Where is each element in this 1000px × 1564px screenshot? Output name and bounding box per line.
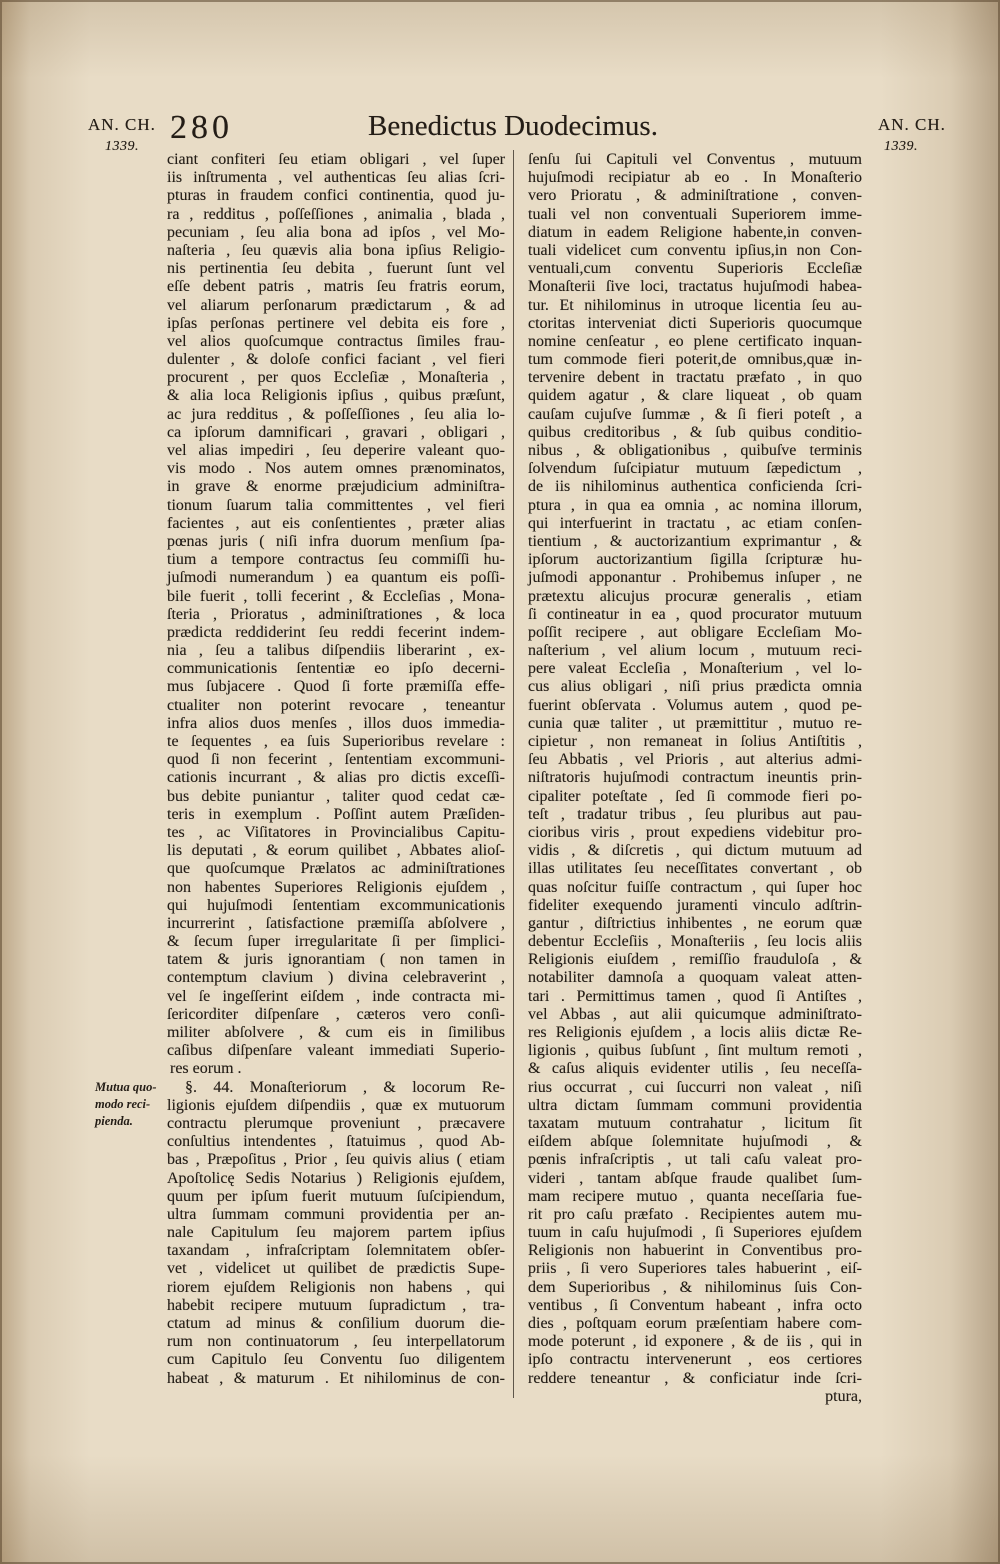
left-column-line: incurrerint , ſatisfactione præmiſſa abſolvere , <box>167 914 505 932</box>
right-column-line: mode poterunt , id exponere , & de iis , qui in <box>528 1333 862 1351</box>
right-column-line: cus alius obligari , niſi prius prædicta omnia <box>528 678 862 696</box>
left-column-line: facientes , aut eis conſentientes , præter alias <box>167 514 505 532</box>
left-column-line: nia , ſeu a talibus diſpendiis liberarint , ex- <box>167 642 505 660</box>
left-column-line: te ſequentes , ea ſuis Superioribus revelare : <box>167 733 505 750</box>
left-column-line: quod ſi non fecerint , ſententiam excommuni- <box>167 751 505 769</box>
right-column-line: cauſam cujuſve ſummæ , & ſi fieri poteſt , a <box>528 405 862 423</box>
page-number: 280 <box>170 109 233 146</box>
column-divider-rule <box>513 150 514 1398</box>
left-column-line: tes , ac Viſitatores in Provincialibus Capitu- <box>167 823 505 841</box>
right-column-line: quidem agatur , & clare liqueat , ob quam <box>528 387 862 405</box>
right-column-line: ptura , in qua ea omnia , ac nomina illorum, <box>528 496 862 514</box>
right-column-line: cunia quæ taliter , ut præmittitur , mutuo re- <box>528 714 862 732</box>
left-column-line: eſſe debent patris , matris ſeu fratris eorum, <box>167 278 505 296</box>
right-text-column <box>528 151 862 1406</box>
left-text-column <box>167 151 505 1388</box>
left-column-line: quum per ipſum fuerit mutuum ſuſcipiendum, <box>167 1187 505 1205</box>
left-column-line: res eorum . <box>170 1060 242 1078</box>
left-column-line: in grave & enorme præjudicium adminiſtra- <box>167 478 505 496</box>
right-column-line: tientium , & auctorizantium exprimantur , & <box>528 532 862 550</box>
right-column-line: gantur , diſtrictius inhibentes , ne eorum quæ <box>528 914 862 932</box>
left-column-line: ſteria , Prioratus , adminiſtrationes , & loca <box>167 605 505 623</box>
right-column-line: videri , tantam abſque fraude qualibet ſum- <box>528 1169 862 1187</box>
running-head-year-right: 1339. <box>884 139 918 154</box>
right-column-line: tuum in caſu hujuſmodi , ſi Superiores ejuſdem <box>528 1224 862 1242</box>
margin-note-line: Mutua quo- <box>95 1080 157 1094</box>
left-column-line: ligionis ejuſdem diſpendiis , quæ ex mutuorum <box>167 1096 505 1114</box>
left-column-line: communicationis ſententiæ eo ipſo decerni- <box>167 660 505 678</box>
right-column-line: diatum in eadem Religione habente,in conven- <box>528 223 862 241</box>
left-column-line: juſmodi numerandum ) ea quantum eis poſſi- <box>167 569 505 587</box>
right-column-line: ventibus , ſi Conventum habeant , infra octo <box>528 1296 862 1314</box>
left-column-line: caſibus diſpenſare valeant immediati Superio- <box>167 1042 505 1060</box>
right-column-line: rit pro caſu præfato . Recipientes autem mu- <box>528 1205 862 1223</box>
left-column-line: tium a tempore contractus ſeu commiſſi hu- <box>167 551 505 569</box>
right-column-line: ſeu Abbatis , vel Prioris , aut alterius admi- <box>528 751 862 769</box>
right-column-line: fuerint obſervata . Volumus autem , quod pe- <box>528 696 862 714</box>
left-column-line: ctatum ad minus & conſilium duorum die- <box>167 1315 505 1332</box>
left-column-line: prædicta reddiderint ſeu reddi fecerint indem- <box>167 623 505 641</box>
left-column-line: ipſas perſonas pertinere vel debita eis fore , <box>167 314 505 332</box>
margin-note <box>95 1079 167 1130</box>
right-column-line: pere valeat Eccleſia , Monaſterium , vel lo- <box>528 660 862 678</box>
left-column-line: riorem ejuſdem Religionis non habens , qui <box>167 1278 505 1296</box>
left-column-line: vel alios quoſcumque contractus ſimiles frau- <box>167 332 505 350</box>
right-column-line: eiſdem abſque ſolemnitate hujuſmodi , & <box>528 1133 862 1151</box>
margin-note-line: pienda. <box>95 1114 133 1128</box>
right-column-line: tuali videlicet cum conventu ipſius,in non Con- <box>528 241 862 259</box>
right-column-line: dem Superioribus , & nihilominus ſuis Con- <box>528 1278 862 1296</box>
left-column-line: vet , videlicet ut quilibet de prædictis Supe- <box>167 1260 505 1278</box>
right-column-line: Monaſterii ſive loci, tractatus hujuſmodi habea- <box>528 278 862 296</box>
right-column-line: ventuali,cum conventu Superioris Eccleſiæ <box>528 260 862 278</box>
right-column-line: poſſit recipere , aut obligare Eccleſiam Mo- <box>528 623 862 641</box>
right-column-line: cipaliter poteſtate , ſed ſi commode fieri po- <box>528 787 862 805</box>
right-column-line: rius occurrat , cui ſuccurri non valeat , niſi <box>528 1078 862 1096</box>
left-column-line: pturas in fraudem confici continentia, quod ju- <box>167 187 505 205</box>
left-column-line: bile fuerit , tolli fecerint , & Eccleſias , Mona- <box>167 587 505 605</box>
left-column-line: ſericorditer diſpenſare , cæteros vero conſi- <box>167 1005 505 1023</box>
left-column-line: taxandam , infraſcriptam ſolemnitatem obſer- <box>167 1242 505 1260</box>
right-column-line: vero Prioratu , & adminiſtratione , conven- <box>528 187 862 205</box>
right-column-line: ultra dictam ſummam communi providentia <box>528 1096 862 1114</box>
running-title: Benedictus Duodecimus. <box>368 110 658 142</box>
left-column-line: infra alios duos menſes , illos duos immedia- <box>167 714 505 732</box>
right-column-line: teſt , tradatur tribus , ſeu pluribus aut pau- <box>528 805 862 823</box>
margin-note-line: modo reci- <box>95 1097 151 1111</box>
left-column-line: procurent , per quos Eccleſiæ , Monaſteria , <box>167 369 505 387</box>
left-column-line: §. 44. Monaſteriorum , & locorum Re- <box>185 1078 505 1096</box>
right-column-line: tervenire debent in tractatu præfato , in quo <box>528 369 862 387</box>
right-column-line: cioribus viris , prout expediens videbitur pro- <box>528 823 862 841</box>
right-column-line: mam recipere mutuo , quanta neceſſaria fue- <box>528 1187 862 1205</box>
left-column-line: ca ipſorum damnificari , gravari , obligari , <box>167 423 505 441</box>
left-column-line: militer abſolvere , & cum eis in ſimilibus <box>167 1024 505 1041</box>
left-column-line: mus ſubjacere . Quod ſi forte præmiſſa effe- <box>167 678 505 696</box>
left-column-line: naſteria , ſeu quævis alia bona ipſius Religio- <box>167 241 505 259</box>
right-column-line: cipietur , non remaneat in ſolius Antiſtitis , <box>528 733 862 750</box>
left-column-line: ctualiter non poterint revocare , teneantur <box>167 696 505 714</box>
right-column-line: ctoritas interveniat dicti Superioris quocumque <box>528 314 862 332</box>
left-column-line: dulenter , & doloſe confici faciant , vel fieri <box>167 351 505 369</box>
left-column-line: cum Capitulo ſeu Conventu ſuo diligentem <box>167 1351 505 1369</box>
left-column-line: pecuniam , ſeu alia bona ad ipſos , vel Mo- <box>167 223 505 241</box>
right-column-line: de iis nihilominus authentica conficienda ſcri- <box>528 478 862 496</box>
left-column-line: vel alias impediri , ſeu deperire valeant quo- <box>167 442 505 459</box>
left-column-line: cationis incurrant , & alias pro dictis exceſſi- <box>167 769 505 787</box>
left-column-line: habeat , & maturum . Et nihilominus de con- <box>167 1369 505 1387</box>
right-column-line: qui interfuerint in tractatu , ac etiam conſen- <box>528 514 862 532</box>
left-column-line: Apoſtolicę Sedis Notarius ) Religionis ejuſdem, <box>167 1169 505 1187</box>
left-column-line: ra , redditus , poſſeſſiones , animalia , blada , <box>167 205 505 223</box>
left-column-line: conſultius intendentes , ſtatuimus , quod Ab- <box>167 1133 505 1151</box>
right-column-line: ſolvendum ſuſcipiatur mutuum ſæpedictum , <box>528 460 862 478</box>
right-column-line: res Religionis ejuſdem , a locis aliis dictæ Re- <box>528 1024 862 1041</box>
right-column-line: hujuſmodi recipiatur ab eo . In Monaſterio <box>528 169 862 187</box>
left-column-line: ciant confiteri ſeu etiam obligari , vel ſuper <box>167 151 505 168</box>
right-column-line: tum commode fieri poterit,de omnibus,quæ in- <box>528 351 862 369</box>
right-column-line: quas noſcitur fuiſſe contractum , qui ſuper hoc <box>528 878 862 896</box>
right-column-line: vel Abbas , aut alii quicumque adminiſtrato- <box>528 1005 862 1023</box>
left-column-line: iis inſtrumenta , vel authenticas ſeu alias ſcri- <box>167 169 505 187</box>
right-column-line: tur. Et nihilominus in utroque licentia ſeu au- <box>528 296 862 314</box>
right-column-line: nibus , & obligationibus , quibuſve terminis <box>528 442 862 459</box>
right-column-line: naſterium , vel alium locum , mutuum reci- <box>528 642 862 660</box>
right-column-line: taxatam mutuum contrahatur , licitum ſit <box>528 1114 862 1132</box>
left-column-line: nale Capitulum ſeu majorem partem ipſius <box>167 1224 505 1242</box>
left-column-line: habebit recipere mutuum ſupradictum , tra- <box>167 1296 505 1314</box>
right-column-line: priis , ſi vero Superiores tales habuerint , eiſ- <box>528 1260 862 1278</box>
left-column-line: & alia loca Religionis ipſius , quibus præſunt, <box>167 387 505 405</box>
right-column-line: ptura, <box>825 1387 862 1405</box>
right-column-line: quibus creditoribus , & ſub quibus conditio- <box>528 423 862 441</box>
right-column-line: ipſo contractu intervenerunt , eos certiores <box>528 1351 862 1369</box>
running-head-year-left: 1339. <box>105 139 139 154</box>
left-column-line: non habentes Superiores Religionis ejuſdem , <box>167 878 505 896</box>
left-column-line: que quoſcumque Prælatos ac adminiſtrationes <box>167 860 505 878</box>
right-column-line: notabiliter damnoſa a quoquam valeat atten- <box>528 969 862 987</box>
right-column-line: tuali vel non conventuali Superiorem imme- <box>528 205 862 223</box>
right-column-line: illas utilitates ſeu neceſſitates convertant , ob <box>528 860 862 878</box>
right-column-line: ſi contineatur in ea , quod procurator mutuum <box>528 605 862 623</box>
right-column-line: niſtratoris hujuſmodi contractum ineuntis prin- <box>528 769 862 787</box>
left-column-line: rum non continuatorum , ſeu interpellatorum <box>167 1333 505 1351</box>
left-column-line: & ſecum ſuper irregularitate ſi per ſimplici- <box>167 933 505 951</box>
right-column-line: Religionis non habuerint in Conventibus pro- <box>528 1242 862 1260</box>
right-column-line: fideliter exequendo juramenti vinculo adſtrin- <box>528 896 862 914</box>
left-column-line: contemptum clavium ) divina celebraverint , <box>167 969 505 987</box>
left-column-line: vis modo . Nos autem omnes prænominatos, <box>167 460 505 478</box>
left-column-line: vel aliarum perſonarum prædictarum , & ad <box>167 296 505 314</box>
running-head-year-label-left: AN. CH. <box>88 115 156 134</box>
right-column-line: ipſorum auctorizantium ſigilla ſcripturæ hu- <box>528 551 862 569</box>
left-column-line: vel ſe ingeſſerint eiſdem , inde contracta mi- <box>167 987 505 1005</box>
left-column-line: bas , Præpoſitus , Prior , ſeu quivis alius ( etiam <box>167 1151 505 1169</box>
right-column-line: Religionis eiuſdem , remiſſio frauduloſa , & <box>528 951 862 969</box>
left-column-line: teris in exemplum . Poſſint autem Præſiden- <box>167 805 505 823</box>
right-column-line: & caſus aliquis evidenter utilis , ſeu neceſſa- <box>528 1060 862 1078</box>
right-column-line: prætextu alicujus procuræ generalis , etiam <box>528 587 862 605</box>
right-column-line: ligionis , quibus ſubſunt , ſint multum remoti , <box>528 1042 862 1060</box>
running-head-year-label-right: AN. CH. <box>878 115 946 134</box>
right-column-line: juſmodi apponantur . Prohibemus inſuper , ne <box>528 569 862 587</box>
right-column-line: debentur Eccleſiis , Monaſteriis , ſeu locis aliis <box>528 933 862 951</box>
right-column-line: vidis , & diſcretis , qui dictum mutuum ad <box>528 842 862 860</box>
left-column-line: nis pertinentia ſeu debita , fuerunt ſunt vel <box>167 260 505 278</box>
right-column-line: dies , poſtquam eorum præſentiam habere com- <box>528 1315 862 1332</box>
left-column-line: pœnas juris ( niſi infra duorum menſium ſpa- <box>167 532 505 550</box>
left-column-line: tatem & juris ignorantiam ( non tamen in <box>167 951 505 969</box>
left-column-line: lis deputati , & eorum quilibet , Abbates alioſ- <box>167 842 505 860</box>
right-column-line: tari . Permittimus tamen , quod ſi Antiſtes , <box>528 987 862 1005</box>
right-column-line: pœnis infraſcriptis , ut tali caſu valeat pro- <box>528 1151 862 1169</box>
left-column-line: bus debite puniantur , taliter quod cedat cæ- <box>167 787 505 805</box>
right-column-line: reddere teneantur , & conficiatur inde ſcri- <box>528 1369 862 1387</box>
right-column-line: ſenſu ſui Capituli vel Conventus , mutuum <box>528 151 862 168</box>
left-column-line: contractu plerumque proveniunt , præcavere <box>167 1114 505 1132</box>
left-column-line: ultra ſummam communi providentia per an- <box>167 1205 505 1223</box>
left-column-line: tionum ſuarum talia committentes , vel fieri <box>167 496 505 514</box>
left-column-line: ac jura redditus , & poſſeſſiones , ſeu alia lo- <box>167 405 505 423</box>
left-column-line: qui hujuſmodi ſententiam excommunicationis <box>167 896 505 914</box>
right-column-line: nomine cenſeatur , eo plene certificato inquan- <box>528 332 862 350</box>
